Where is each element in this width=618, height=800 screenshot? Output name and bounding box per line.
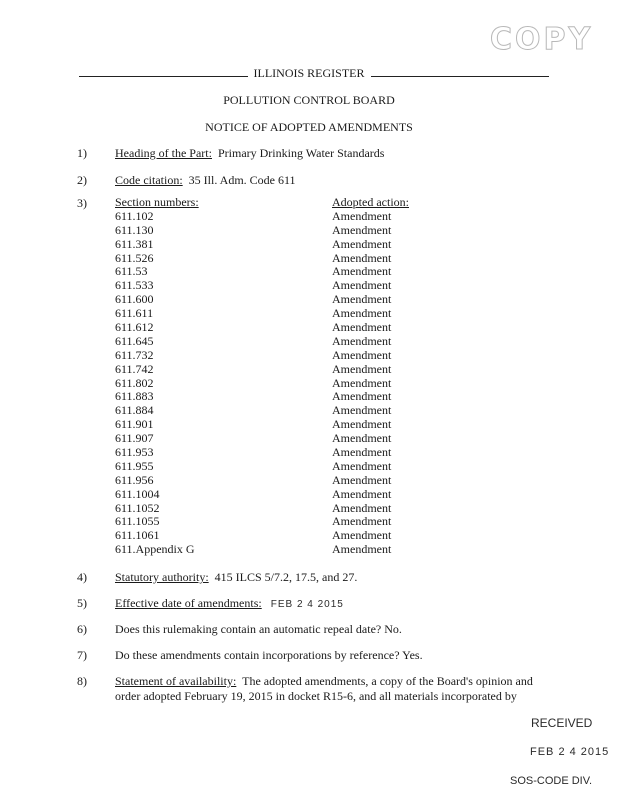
section-number: 611.645 bbox=[115, 333, 154, 348]
item-label: Code citation: bbox=[115, 173, 183, 187]
section-number: 611.533 bbox=[115, 278, 154, 293]
item-number: 2) bbox=[77, 173, 87, 187]
adopted-action: Amendment bbox=[332, 528, 392, 543]
section-number: 611.901 bbox=[115, 417, 154, 432]
section-number: 611.526 bbox=[115, 250, 154, 265]
adopted-action: Amendment bbox=[332, 514, 392, 529]
section-number: 611.612 bbox=[115, 320, 154, 335]
adopted-action: Amendment bbox=[332, 333, 392, 348]
section-number: 611.1055 bbox=[115, 514, 160, 529]
section-number: 611.802 bbox=[115, 375, 154, 390]
item-text-line1: The adopted amendments, a copy of the Board's opinion and bbox=[242, 674, 533, 688]
adopted-action: Amendment bbox=[332, 320, 392, 335]
item-text: Does this rulemaking contain an automatic repeal date? No. bbox=[115, 622, 402, 636]
adopted-action: Amendment bbox=[332, 306, 392, 321]
adopted-action: Amendment bbox=[332, 445, 392, 460]
item-number: 6) bbox=[77, 622, 87, 636]
adopted-action-header: Adopted action: bbox=[332, 195, 409, 209]
adopted-action: Amendment bbox=[332, 458, 392, 473]
adopted-action: Amendment bbox=[332, 486, 392, 501]
item-value: 35 Ill. Adm. Code 611 bbox=[188, 173, 296, 187]
section-number: 611.1061 bbox=[115, 528, 160, 543]
section-number: 611.130 bbox=[115, 222, 154, 237]
item-text: Do these amendments contain incorporations by reference? Yes. bbox=[115, 648, 423, 662]
adopted-action-column bbox=[332, 196, 409, 557]
agency-title: POLLUTION CONTROL BOARD bbox=[223, 93, 395, 107]
section-number: 611.53 bbox=[115, 264, 148, 279]
adopted-action: Amendment bbox=[332, 264, 392, 279]
item-label: Statement of availability: bbox=[115, 674, 237, 688]
section-number: 611.907 bbox=[115, 431, 154, 446]
item-number: 8) bbox=[77, 674, 87, 688]
section-number: 611.884 bbox=[115, 403, 154, 418]
adopted-action: Amendment bbox=[332, 361, 392, 376]
section-number: 611.1004 bbox=[115, 486, 160, 501]
section-numbers-header: Section numbers: bbox=[115, 195, 199, 209]
item-value: 415 ILCS 5/7.2, 17.5, and 27. bbox=[214, 570, 358, 584]
section-numbers-column bbox=[115, 196, 199, 557]
section-number: 611.1052 bbox=[115, 500, 160, 515]
adopted-action: Amendment bbox=[332, 250, 392, 265]
date-stamp: FEB 2 4 2015 bbox=[270, 599, 344, 610]
item-number: 5) bbox=[77, 596, 87, 610]
adopted-action: Amendment bbox=[332, 500, 392, 515]
adopted-action: Amendment bbox=[332, 417, 392, 432]
item-label: Statutory authority: bbox=[115, 570, 209, 584]
received-stamp-date: FEB 2 4 2015 bbox=[530, 746, 610, 758]
adopted-action: Amendment bbox=[332, 389, 392, 404]
section-number: 611.953 bbox=[115, 445, 154, 460]
section-number: 611.732 bbox=[115, 347, 154, 362]
item-label: Heading of the Part: bbox=[115, 146, 212, 160]
adopted-action: Amendment bbox=[332, 236, 392, 251]
adopted-action: Amendment bbox=[332, 375, 392, 390]
section-number: 611.381 bbox=[115, 236, 154, 251]
section-list bbox=[115, 210, 199, 557]
adopted-action: Amendment bbox=[332, 542, 392, 557]
section-number: 611.883 bbox=[115, 389, 154, 404]
adopted-action: Amendment bbox=[332, 403, 392, 418]
item-number: 1) bbox=[77, 146, 87, 160]
section-number: 611.611 bbox=[115, 306, 154, 321]
action-list bbox=[332, 210, 409, 557]
section-number: 611.955 bbox=[115, 458, 154, 473]
adopted-action: Amendment bbox=[332, 278, 392, 293]
item-label: Effective date of amendments: bbox=[115, 596, 262, 610]
adopted-action: Amendment bbox=[332, 292, 392, 307]
section-number: 611.742 bbox=[115, 361, 154, 376]
received-stamp-division: SOS-CODE DIV. bbox=[510, 775, 593, 787]
adopted-action: Amendment bbox=[332, 431, 392, 446]
adopted-action: Amendment bbox=[332, 222, 392, 237]
item-value: Primary Drinking Water Standards bbox=[217, 146, 385, 160]
section-number: 611.600 bbox=[115, 292, 154, 307]
section-number: 611.102 bbox=[115, 208, 154, 223]
item-number: 3) bbox=[77, 196, 87, 210]
received-stamp-title: RECEIVED bbox=[531, 716, 593, 730]
notice-title: NOTICE OF ADOPTED AMENDMENTS bbox=[205, 120, 413, 134]
item-text-line2: order adopted February 19, 2015 in docket R15-6, and all materials incorporated by bbox=[115, 689, 517, 703]
adopted-action: Amendment bbox=[332, 347, 392, 362]
item-number: 4) bbox=[77, 570, 87, 584]
adopted-action: Amendment bbox=[332, 208, 392, 223]
copy-watermark: COPY bbox=[490, 22, 594, 57]
section-number: 611.Appendix G bbox=[115, 542, 195, 557]
register-title: ILLINOIS REGISTER bbox=[0, 66, 618, 81]
adopted-action: Amendment bbox=[332, 472, 392, 487]
section-number: 611.956 bbox=[115, 472, 154, 487]
item-number: 7) bbox=[77, 648, 87, 662]
